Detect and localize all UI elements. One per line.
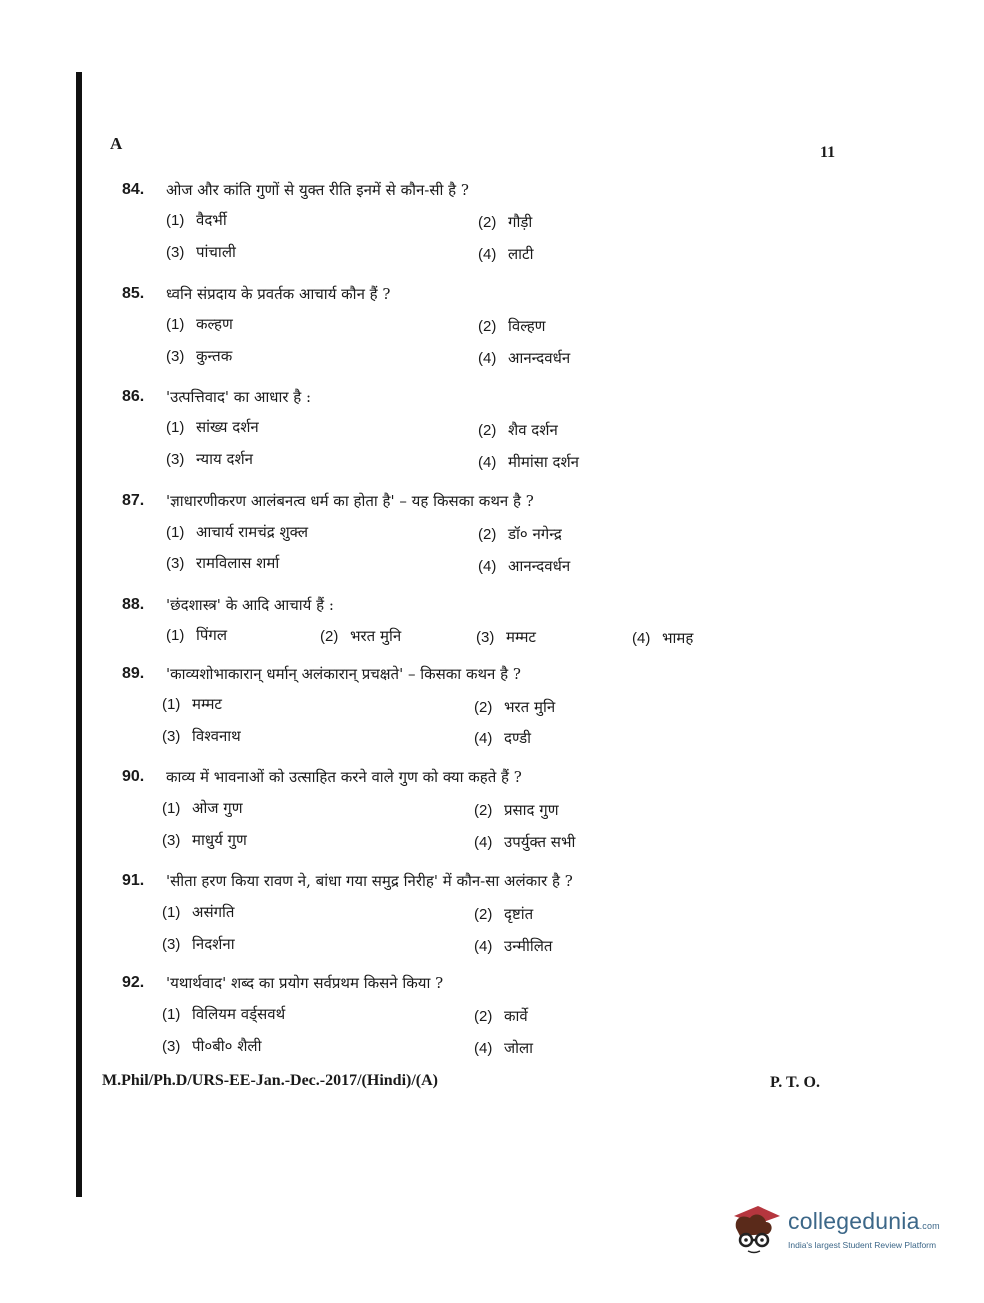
option-4: (4) मीमांसा दर्शन [478, 453, 579, 471]
option-4: (4) दण्डी [474, 729, 532, 747]
collegedunia-watermark [728, 1198, 958, 1258]
option-3: (3) न्याय दर्शन [166, 450, 253, 468]
option-1: (1) कल्हण [166, 315, 233, 333]
option-4: (4) लाटी [478, 245, 534, 263]
page-number: 11 [820, 144, 836, 161]
option-3: (3) माधुर्य गुण [162, 831, 247, 849]
question-89 [122, 661, 762, 747]
question-84 [122, 177, 762, 263]
question-number: 88. [122, 596, 145, 613]
question-85 [122, 281, 762, 367]
option-4: (4) जोला [474, 1039, 534, 1057]
option-1: (1) असंगति [162, 903, 235, 921]
question-91 [122, 868, 762, 955]
question-text: 'काव्यशोभाकारान् धर्मान् अलंकारान् प्रचक्षते' – किसका कथन है ? [166, 665, 521, 683]
option-3: (3) पांचाली [166, 243, 236, 261]
question-text: ध्वनि संप्रदाय के प्रवर्तक आचार्य कौन हैं ? [166, 285, 391, 303]
question-text: 'ज्ञाधारणीकरण आलंबनत्व धर्म का होता है' – यह किसका कथन है ? [166, 492, 534, 510]
option-2: (2) डॉ० नगेन्द्र [478, 525, 562, 543]
option-3: (3) पी०बी० शैली [162, 1037, 262, 1055]
option-2: (2) भरत मुनि [320, 627, 402, 645]
option-1: (1) पिंगल [166, 626, 228, 644]
binding-edge [76, 72, 82, 1197]
option-1: (1) सांख्य दर्शन [166, 418, 259, 436]
question-number: 85. [122, 285, 145, 302]
question-number: 84. [122, 181, 145, 198]
question-number: 89. [122, 665, 145, 682]
brand-tagline: India's largest Student Review Platform [788, 1240, 937, 1250]
option-2: (2) गौड़ी [478, 213, 533, 231]
question-87 [122, 488, 762, 575]
option-2: (2) भरत मुनि [474, 698, 556, 716]
question-88 [122, 592, 762, 647]
option-2: (2) शैव दर्शन [478, 421, 558, 439]
question-90 [122, 764, 762, 851]
question-number: 92. [122, 974, 145, 991]
question-number: 90. [122, 768, 145, 785]
question-number: 91. [122, 872, 145, 889]
option-3: (3) निदर्शना [162, 935, 235, 953]
series-label: A [110, 134, 123, 153]
option-4: (4) भामह [632, 629, 694, 647]
option-4: (4) उपर्युक्त सभी [474, 833, 576, 851]
option-4: (4) उन्मीलित [474, 937, 553, 955]
option-3: (3) मम्मट [476, 628, 536, 646]
option-3: (3) रामविलास शर्मा [166, 554, 280, 572]
question-text: ओज और कांति गुणों से युक्त रीति इनमें से कौन-सी है ? [166, 181, 469, 199]
option-1: (1) वैदर्भी [166, 211, 227, 229]
option-2: (2) प्रसाद गुण [474, 801, 559, 819]
question-86 [122, 384, 762, 471]
brand-name: collegedunia.com [788, 1208, 940, 1234]
question-number: 87. [122, 492, 145, 509]
option-4: (4) आनन्दवर्धन [478, 349, 571, 367]
option-2: (2) विल्हण [478, 317, 546, 335]
question-text: काव्य में भावनाओं को उत्साहित करने वाले गुण को क्या कहते हैं ? [166, 768, 522, 786]
option-3: (3) विश्वनाथ [162, 727, 241, 745]
question-text: 'यथार्थवाद' शब्द का प्रयोग सर्वप्रथम किसने किया ? [166, 974, 444, 992]
mascot-icon [728, 1198, 784, 1256]
question-text: 'सीता हरण किया रावण ने, बांधा गया समुद्र निरीह' में कौन-सा अलंकार है ? [166, 872, 573, 890]
option-1: (1) मम्मट [162, 695, 222, 713]
option-1: (1) विलियम वर्ड्सवर्थ [162, 1005, 286, 1023]
option-2: (2) कार्वे [474, 1007, 528, 1025]
option-1: (1) आचार्य रामचंद्र शुक्ल [166, 523, 309, 541]
question-text: 'छंदशास्त्र' के आदि आचार्य हैं : [166, 596, 334, 614]
please-turn-over: P. T. O. [770, 1074, 820, 1091]
question-number: 86. [122, 388, 145, 405]
question-92 [122, 970, 762, 1057]
option-3: (3) कुन्तक [166, 347, 233, 365]
paper-code: M.Phil/Ph.D/URS-EE-Jan.-Dec.-2017/(Hindi)/(A) [102, 1072, 438, 1089]
question-text: 'उत्पत्तिवाद' का आधार है : [166, 388, 312, 406]
option-1: (1) ओज गुण [162, 799, 243, 817]
option-2: (2) दृष्टांत [474, 905, 534, 923]
option-4: (4) आनन्दवर्धन [478, 557, 571, 575]
